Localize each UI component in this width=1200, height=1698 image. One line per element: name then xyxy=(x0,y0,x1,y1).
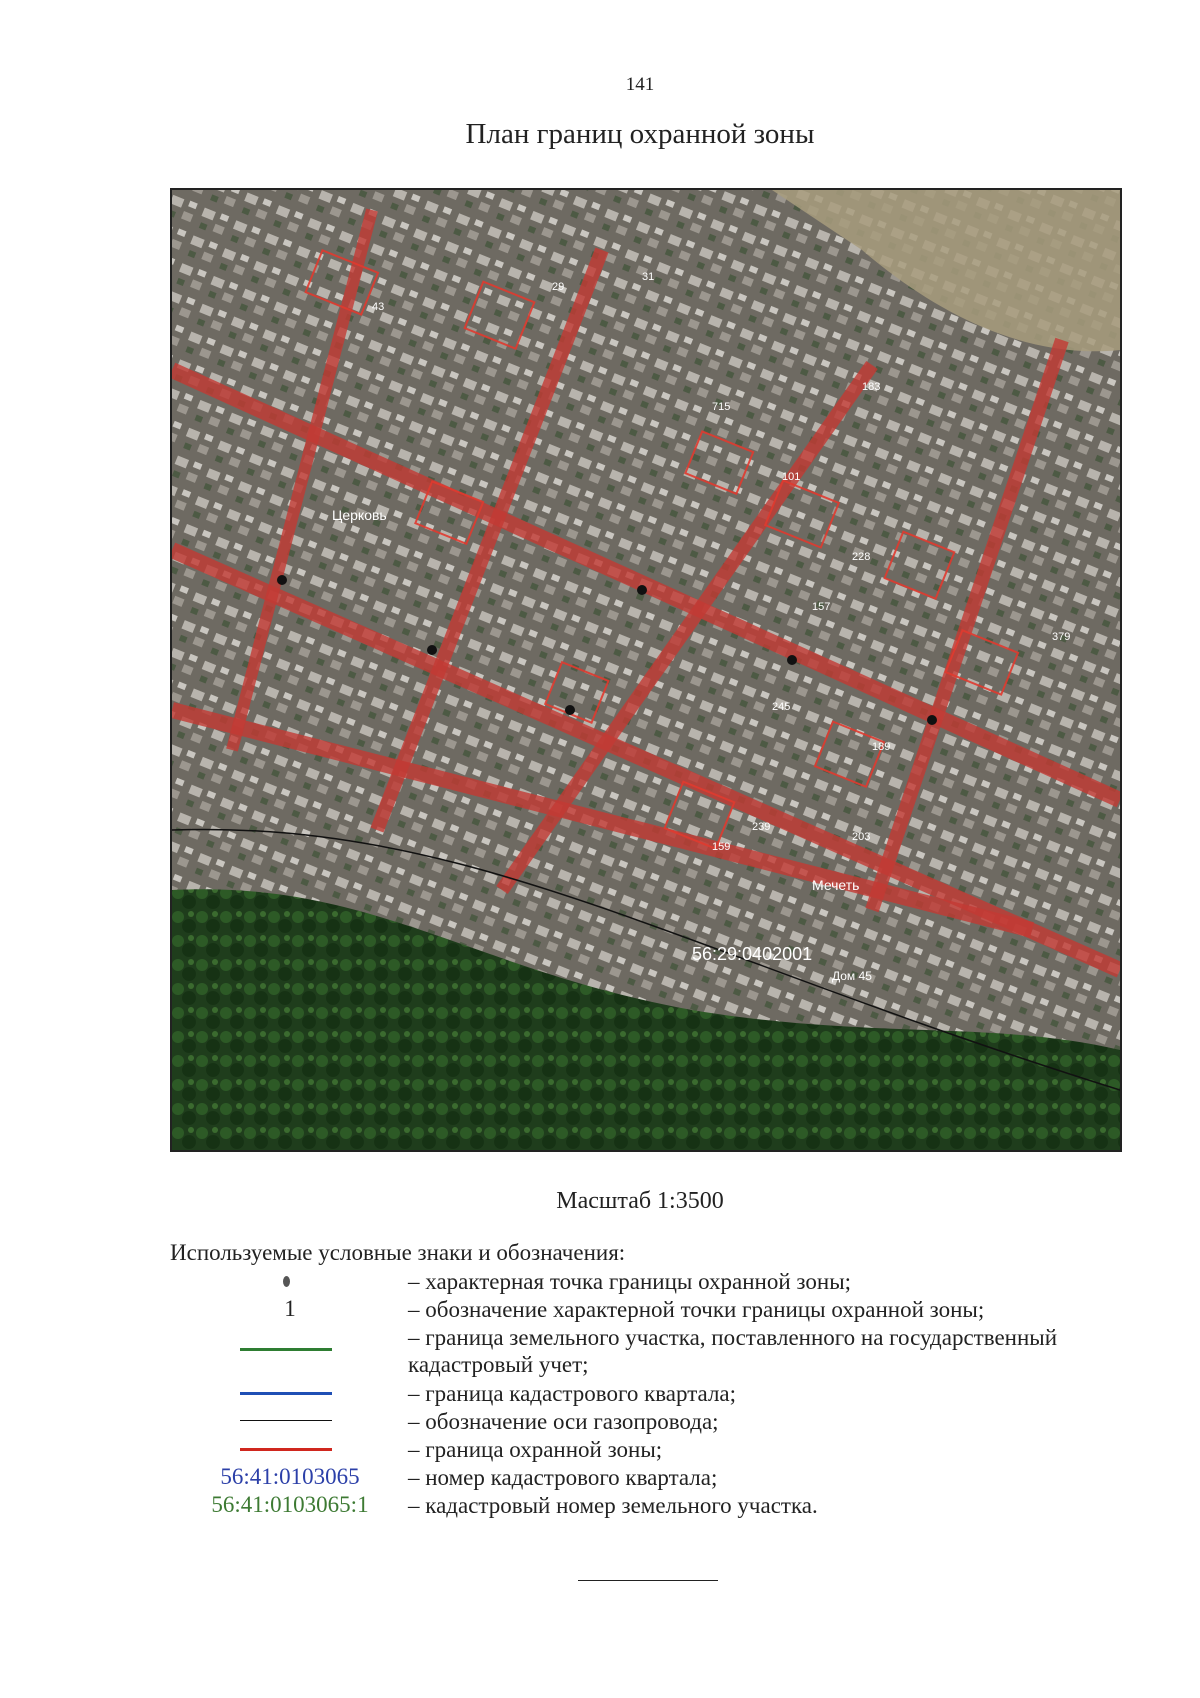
page-title: План границ охранной зоны xyxy=(465,118,815,150)
legend-text: – граница кадастрового квартала; xyxy=(408,1381,737,1406)
blue-line-symbol xyxy=(240,1392,332,1395)
map-scale: Масштаб 1:3500 xyxy=(556,1188,724,1214)
place-label: Мечеть xyxy=(812,877,860,893)
legend-item-pipeline-axis xyxy=(0,1408,1200,1436)
legend-text: – граница земельного участка, поставленного на государственный кадастровый учет; xyxy=(408,1325,1058,1377)
legend-text: – граница охранной зоны; xyxy=(408,1437,663,1462)
legend-item-protection-zone-boundary xyxy=(0,1436,1200,1464)
parcel-label: 43 xyxy=(372,301,385,313)
legend-text: – характерная точка границы охранной зоны; xyxy=(408,1269,852,1294)
legend-item-land-parcel-boundary xyxy=(0,1324,1200,1377)
parcel-label: 379 xyxy=(1052,631,1071,643)
legend-item-quarter-number xyxy=(0,1464,1200,1492)
parcel-label: 29 xyxy=(552,281,565,293)
red-line-symbol xyxy=(240,1448,332,1451)
satellite-map xyxy=(170,188,1122,1152)
parcel-label: 183 xyxy=(862,381,881,393)
legend-item-point-label xyxy=(0,1296,1200,1324)
point-label-symbol: 1 xyxy=(284,1296,296,1321)
legend-item-quarter-boundary xyxy=(0,1380,1200,1408)
green-line-symbol xyxy=(240,1348,332,1351)
parcel-label: 203 xyxy=(852,831,871,843)
page-number: 141 xyxy=(625,74,655,95)
zone-point-symbol xyxy=(283,1276,290,1287)
bottom-rule xyxy=(578,1580,718,1581)
legend-text: – обозначение оси газопровода; xyxy=(408,1409,719,1434)
parcel-label: 715 xyxy=(712,401,731,413)
place-label: Дом 45 xyxy=(832,969,872,983)
map-canvas xyxy=(172,190,1120,1150)
cadastral-quarter-label: 56:29:0402001 xyxy=(692,944,813,964)
parcel-label: 101 xyxy=(782,471,801,483)
legend-text: – обозначение характерной точки границы охранной зоны; xyxy=(408,1297,985,1322)
legend-text: – кадастровый номер земельного участка. xyxy=(408,1493,818,1518)
parcel-label: 245 xyxy=(772,701,791,713)
black-line-symbol xyxy=(240,1420,332,1421)
place-label: Церковь xyxy=(332,507,387,523)
quarter-number-sample: 56:41:0103065 xyxy=(220,1464,360,1489)
legend-text: – номер кадастрового квартала; xyxy=(408,1465,718,1490)
legend-item-parcel-number xyxy=(0,1492,1200,1520)
parcel-label: 189 xyxy=(872,741,891,753)
legend-heading: Используемые условные знаки и обозначения: xyxy=(170,1240,626,1265)
legend-item-zone-point xyxy=(0,1268,1200,1296)
parcel-label: 31 xyxy=(642,271,655,283)
parcel-label: 157 xyxy=(812,601,831,613)
parcel-label: 159 xyxy=(712,841,731,853)
parcel-label: 239 xyxy=(752,821,771,833)
parcel-label: 228 xyxy=(852,551,871,563)
parcel-number-sample: 56:41:0103065:1 xyxy=(211,1492,369,1517)
